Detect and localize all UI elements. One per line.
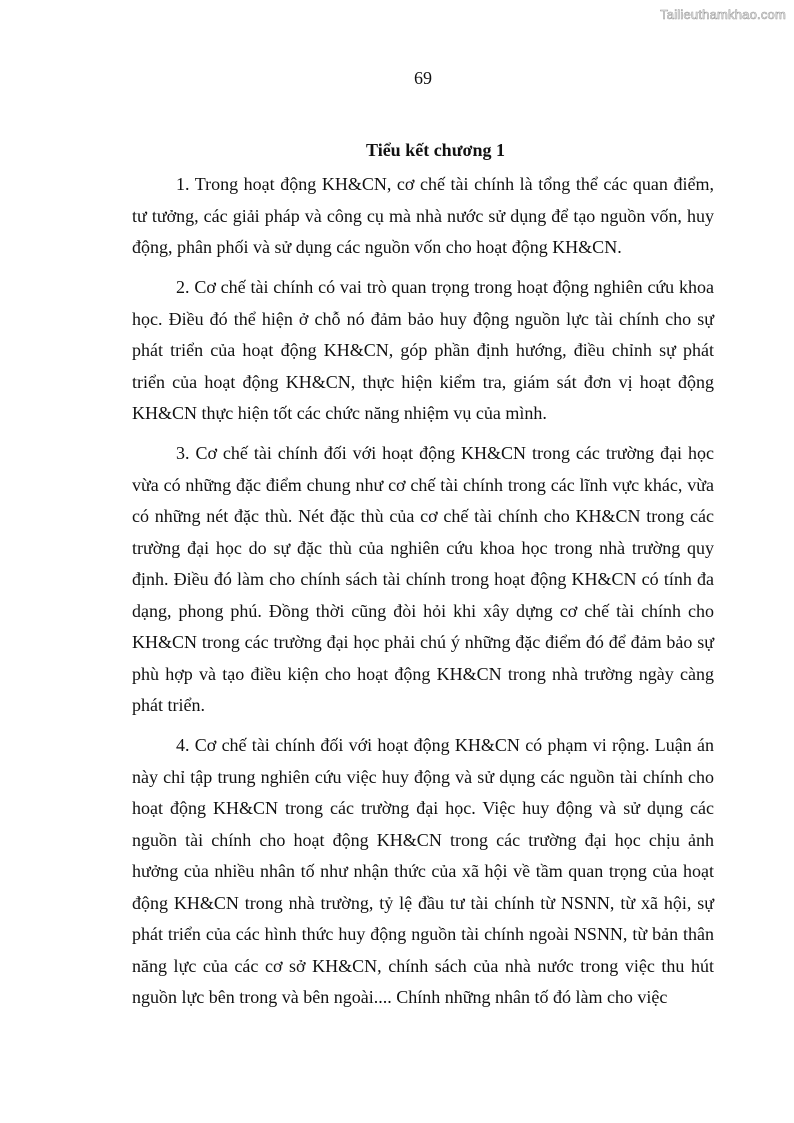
page-number: 69: [414, 68, 432, 88]
section-title: Tiểu kết chương 1: [366, 140, 505, 160]
watermark-text: Tailieuthamkhao.com: [660, 7, 786, 22]
paragraph-2: 2. Cơ chế tài chính có vai trò quan trọng trong hoạt động nghiên cứu khoa học. Điều đó thể hiện ở chỗ nó đảm bảo huy động nguồn lực tài chính cho sự phát triển của hoạt động KH&CN, góp phần định hướng, điều chỉnh sự phát triển của hoạt động KH&CN, thực hiện kiểm tra, giám sát đơn vị hoạt động KH&CN thực hiện tốt các chức năng nhiệm vụ của mình.: [132, 277, 714, 423]
paragraph-3: 3. Cơ chế tài chính đối với hoạt động KH&CN trong các trường đại học vừa có những đặc điểm chung như cơ chế tài chính trong các lĩnh vực khác, vừa có những nét đặc thù. Nét đặc thù của cơ chế tài chính cho KH&CN trong các trường đại học do sự đặc thù của nghiên cứu khoa học trong nhà trường quy định. Điều đó làm cho chính sách tài chính trong hoạt động KH&CN có tính đa dạng, phong phú. Đồng thời cũng đòi hỏi khi xây dựng cơ chế tài chính cho KH&CN trong các trường đại học phải chú ý những đặc điểm đó để đảm bảo sự phù hợp và tạo điều kiện cho hoạt động KH&CN trong nhà trường ngày càng phát triển.: [132, 443, 714, 715]
document-body: [132, 140, 714, 1022]
paragraph-1: 1. Trong hoạt động KH&CN, cơ chế tài chính là tổng thể các quan điểm, tư tưởng, các giải pháp và công cụ mà nhà nước sử dụng để tạo nguồn vốn, huy động, phân phối và sử dụng các nguồn vốn cho hoạt động KH&CN.: [132, 174, 714, 257]
paragraph-4: 4. Cơ chế tài chính đối với hoạt động KH&CN có phạm vi rộng. Luận án này chỉ tập trung nghiên cứu việc huy động và sử dụng các nguồn tài chính cho hoạt động KH&CN trong các trường đại học. Việc huy động và sử dụng các nguồn tài chính cho hoạt động KH&CN trong các trường đại học chịu ảnh hưởng của nhiều nhân tố như nhận thức của xã hội về tầm quan trọng của hoạt động KH&CN trong nhà trường, tỷ lệ đầu tư tài chính từ NSNN, từ xã hội, sự phát triển của các hình thức huy động nguồn tài chính ngoài NSNN, từ bản thân năng lực của các cơ sở KH&CN, chính sách của nhà nước trong việc thu hút nguồn lực bên trong và bên ngoài.... Chính những nhân tố đó làm cho việc: [132, 735, 714, 1007]
